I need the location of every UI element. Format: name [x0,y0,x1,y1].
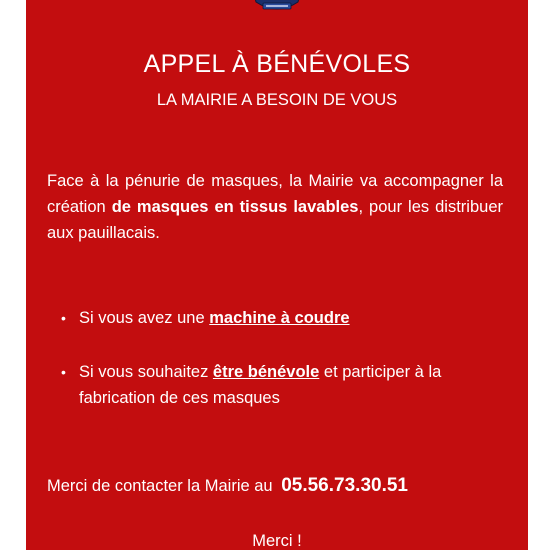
list-item-text: Si vous souhaitez [79,363,213,381]
contact-line [47,473,517,499]
list-item [61,305,505,331]
page-subtitle: LA MAIRIE A BESOIN DE VOUS [156,91,398,109]
list-item [61,359,505,411]
bullet-icon: • [61,364,66,380]
closing-thanks: Merci ! [252,532,302,550]
list-item-text-end: et participer à la fabrication de ces masques [79,363,442,407]
page-title: APPEL À BÉNÉVOLES [143,50,411,78]
bullet-icon: • [61,310,66,326]
municipal-emblem-icon [250,0,304,14]
flyer-poster [26,0,528,550]
intro-bold-text: de masques en tissus lavables [111,198,359,216]
intro-text-end: , pour les distribuer aux pauillacais. [47,198,503,242]
intro-paragraph [47,168,503,246]
list-item-text: Si vous avez une [79,309,210,327]
phone-number: 05.56.73.30.51 [281,475,408,496]
list-item-emphasis: être bénévole [212,363,320,381]
list-item-emphasis: machine à coudre [209,309,350,327]
requirements-list [61,305,505,411]
contact-text: Merci de contacter la Mairie au [47,477,273,495]
intro-text-start: Face à la pénurie de masques, la Mairie va accompagner la création [47,172,503,216]
